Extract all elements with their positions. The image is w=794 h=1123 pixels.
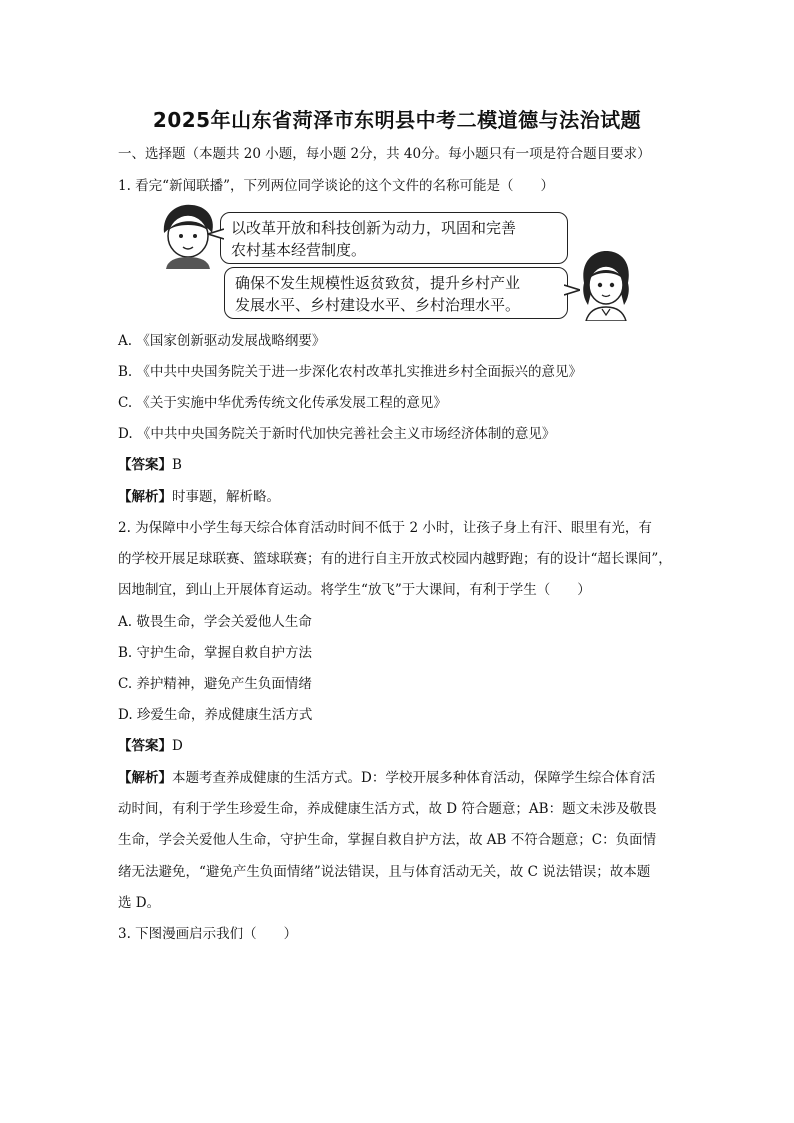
q2-stem-line: 的学校开展足球联赛、篮球联赛；有的进行自主开放式校园内越野跑；有的设计“超长课间”， <box>118 551 672 567</box>
q1-analysis <box>118 487 688 507</box>
bubble-line: 农村基本经营制度。 <box>231 241 367 259</box>
q1-option-a: A. 《国家创新驱动发展战略纲要》 <box>118 333 326 349</box>
analysis-label: 【解析】 <box>118 489 172 505</box>
q3-stem: 3. 下图漫画启示我们（ ） <box>118 926 298 942</box>
q1-option-d: D. 《中共中央国务院关于新时代加快完善社会主义市场经济体制的意见》 <box>118 426 556 442</box>
q1-option-c: C. 《关于实施中华优秀传统文化传承发展工程的意见》 <box>118 395 447 411</box>
answer-value: B <box>172 457 182 473</box>
q2-option-b: B. 守护生命，掌握自救自护方法 <box>118 645 313 661</box>
q2-option-d: D. 珍爱生命，养成健康生活方式 <box>118 707 313 723</box>
answer-label: 【答案】 <box>118 738 172 754</box>
q1-stem: 1. 看完“新闻联播”，下列两位同学谈论的这个文件的名称可能是（ ） <box>118 178 554 194</box>
analysis-label: 【解析】 <box>118 770 172 786</box>
q2-stem-line: 因地制宜，到山上开展体育运动。将学生“放飞”于大课间，有利于学生（ ） <box>118 582 591 598</box>
q1-option-b: B. 《中共中央国务院关于进一步深化农村改革扎实推进乡村全面振兴的意见》 <box>118 364 583 380</box>
q1-illustration <box>158 203 634 323</box>
bubble-tail-icon <box>208 227 224 241</box>
analysis-text: 本题考查养成健康的生活方式。D：学校开展多种体育活动，保障学生综合体育活 <box>172 770 656 786</box>
q2-analysis <box>118 768 688 788</box>
q2-stem-line: 2. 为保障中小学生每天综合体育活动时间不低于 2 小时，让孩子身上有汗、眼里有光，有 <box>118 520 652 536</box>
q2-analysis-line: 生命，学会关爱他人生命，守护生命，掌握自救自护方法，故 AB 不符合题意；C：负面情 <box>118 832 657 848</box>
bubble-line: 以改革开放和科技创新为动力，巩固和完善 <box>231 219 517 237</box>
analysis-text: 时事题，解析略。 <box>172 489 280 505</box>
girl-student-icon <box>576 249 636 321</box>
bubble-line: 发展水平、乡村建设水平、乡村治理水平。 <box>235 296 521 314</box>
page-title: 2025年山东省菏泽市东明县中考二模道德与法治试题 <box>152 108 642 132</box>
answer-value: D <box>172 738 183 754</box>
q1-answer <box>118 455 688 475</box>
q2-analysis-line: 选 D。 <box>118 895 161 911</box>
q2-analysis-line: 动时间，有利于学生珍爱生命，养成健康生活方式，故 D 符合题意；AB：题文未涉及敬畏 <box>118 801 657 817</box>
q2-option-c: C. 养护精神，避免产生负面情绪 <box>118 676 312 692</box>
speech-bubble-girl <box>224 267 568 319</box>
answer-label: 【答案】 <box>118 457 172 473</box>
speech-bubble-boy <box>220 212 568 264</box>
section-header: 一、选择题（本题共 20 小题，每小题 2分，共 40分。每小题只有一项是符合题目要求） <box>118 146 651 162</box>
q2-option-a: A. 敬畏生命，学会关爱他人生命 <box>118 614 312 630</box>
q2-answer <box>118 736 688 756</box>
q2-analysis-line: 绪无法避免，“避免产生负面情绪”说法错误，且与体育活动无关，故 C 说法错误；故本题 <box>118 864 651 880</box>
bubble-line: 确保不发生规模性返贫致贫，提升乡村产业 <box>235 274 521 292</box>
